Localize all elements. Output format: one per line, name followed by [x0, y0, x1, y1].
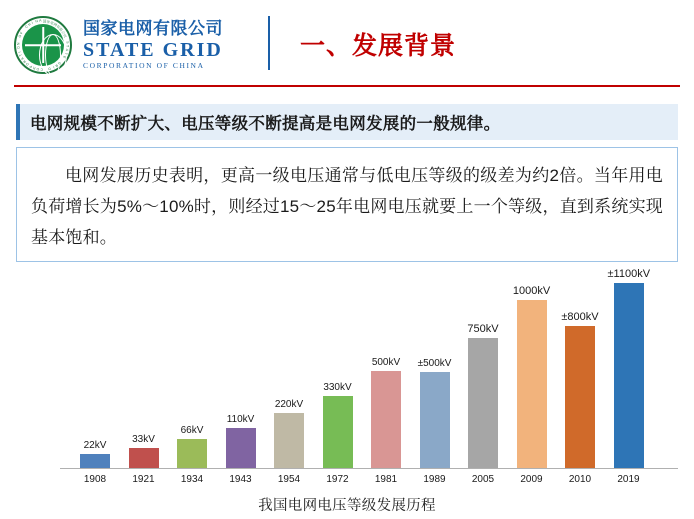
chart-bar-group: [74, 440, 116, 468]
chart-bar: [177, 439, 207, 468]
chart-bar-group: [511, 285, 553, 468]
chart-bar-value-label: 22kV: [83, 440, 107, 451]
chart-x-tick-label: 2009: [520, 474, 543, 485]
logo-company-name-cn: 国家电网有限公司: [83, 19, 223, 39]
chart-plot-area: [60, 268, 670, 485]
chart-bar: [468, 338, 498, 468]
chart-x-tick-label: 2010: [568, 474, 592, 485]
body-paragraph: 电网发展历史表明，更高一级电压通常与低电压等级的级差为约2倍。当年用电负荷增长为5%～10%时，则经过15～25年电网电压就要上一个等级，直到系统实现基本饱和。: [31, 166, 663, 247]
chart-bar: [371, 371, 401, 468]
chart-x-tick-label: 1972: [326, 474, 349, 485]
chart-bar: [517, 300, 547, 468]
logo-company-name-en-sub: CORPORATION OF CHINA: [83, 61, 205, 71]
logo-company-name-en: STATE GRID: [83, 39, 223, 62]
chart-bar: [323, 396, 353, 468]
chart-bar-group: [268, 399, 310, 468]
chart-bar: [274, 413, 304, 468]
chart-bar: [614, 283, 644, 468]
chart-bar-group: [462, 323, 504, 468]
chart-bar-value-label: ±1100kV: [607, 268, 651, 280]
chart-bar-value-label: 750kV: [467, 323, 499, 335]
banner-text: 电网规模不断扩大、电压等级不断提高是电网发展的一般规律。: [30, 115, 501, 133]
chart-bar: [420, 372, 450, 468]
chart-x-axis: [60, 468, 678, 469]
chart-x-tick-label: 1921: [132, 474, 155, 485]
chart-bar-value-label: 33kV: [132, 434, 155, 445]
slide-header: [0, 0, 694, 86]
chart-bar: [80, 454, 110, 468]
chart-bar-group: [123, 434, 165, 468]
chart-bar-group: [414, 358, 456, 468]
chart-bar-value-label: 110kV: [226, 414, 255, 425]
chart-x-tick-label: 2019: [617, 474, 640, 485]
voltage-history-chart: [16, 268, 678, 513]
page-title: 一、发展背景: [300, 32, 457, 60]
chart-x-tick-label: 1954: [277, 474, 301, 485]
logo-wordmark: [83, 20, 223, 70]
chart-x-tick-label: 1981: [374, 474, 398, 485]
header-divider: [268, 16, 270, 70]
chart-bar: [565, 326, 595, 468]
chart-bar-value-label: 330kV: [323, 382, 352, 393]
chart-bar-group: [317, 382, 359, 468]
chart-bar-value-label: 1000kV: [512, 285, 551, 297]
highlight-banner: [16, 104, 678, 140]
chart-bar-value-label: ±500kV: [417, 358, 452, 369]
chart-x-tick-label: 1943: [229, 474, 252, 485]
chart-bar: [226, 428, 256, 468]
chart-bar-value-label: ±800kV: [561, 311, 599, 323]
chart-x-tick-label: 2005: [471, 474, 495, 485]
chart-x-tick-label: 1989: [423, 474, 446, 485]
chart-bar-group: [559, 311, 601, 468]
chart-bar-group: [220, 414, 262, 468]
chart-bar-value-label: 500kV: [371, 357, 401, 368]
chart-bar: [129, 448, 159, 468]
logo-circular-text: 国 家 电 网 有 限 公 司 S T A T E G R I D C O R P O R A T I O N O F C H I N A: [16, 18, 70, 72]
chart-x-tick-label: 1934: [180, 474, 204, 485]
chart-bar-group: [365, 357, 407, 468]
state-grid-logo: [12, 14, 223, 76]
chart-bar-value-label: 66kV: [180, 425, 204, 436]
chart-x-tick-label: 1908: [83, 474, 107, 485]
chart-bar-group: [608, 268, 650, 468]
chart-bar-value-label: 220kV: [274, 399, 304, 410]
chart-bar-group: [171, 425, 213, 468]
state-grid-emblem-icon: [12, 14, 74, 76]
header-rule: [14, 85, 680, 87]
body-text-box: [16, 147, 678, 262]
chart-caption: 我国电网电压等级发展历程: [258, 498, 436, 514]
